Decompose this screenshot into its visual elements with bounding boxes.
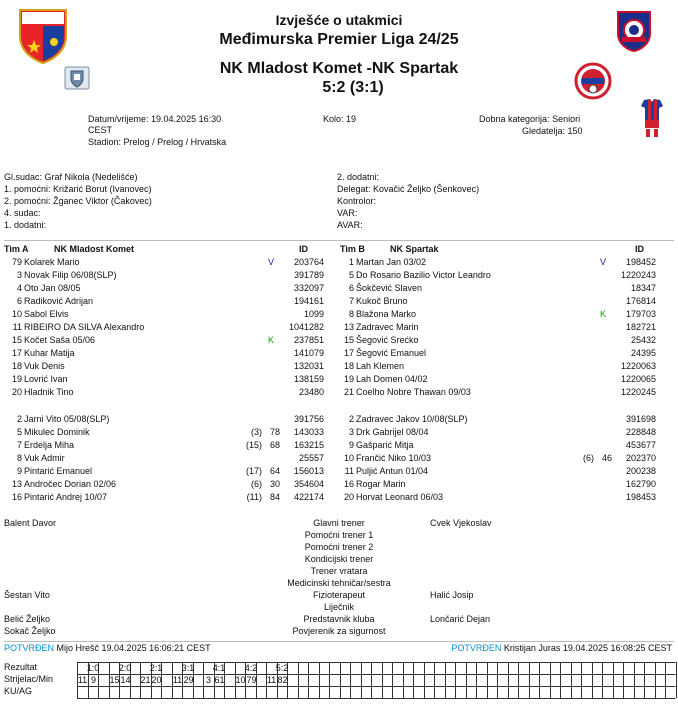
scorer-minute: 20	[151, 675, 162, 685]
player-id: 179703	[625, 309, 656, 319]
player-name: RIBEIRO DA SILVA Alexandro	[24, 322, 145, 332]
player-number: 79	[11, 257, 22, 267]
official-entry: Kontrolor:	[337, 196, 377, 206]
scorer-minute: 14	[120, 675, 131, 685]
player-id: 1220245	[620, 387, 656, 397]
staff-team-b: Cvek Vjekoslav	[430, 518, 492, 528]
player-number: 2	[16, 414, 22, 424]
player-number: 19	[343, 374, 354, 384]
player-number: 18	[343, 361, 354, 371]
confirmation-right: POTVRĐEN Kristijan Juras 19.04.2025 16:08:25 CEST	[451, 643, 672, 653]
player-id: 162790	[625, 479, 656, 489]
player-number: 6	[16, 296, 22, 306]
official-entry: Gl.sudac: Graf Nikola (Nedelišće)	[4, 172, 138, 182]
player-name: Erdelja Miha	[24, 440, 75, 450]
player-name: Mikulec Dominik	[24, 427, 90, 437]
player-name: Zadravec Marin	[356, 322, 419, 332]
player-row	[4, 386, 334, 399]
result-cell: 4:2	[244, 663, 258, 673]
scorer-minute: 82	[277, 675, 288, 685]
player-name: Puljić Antun 01/04	[356, 466, 429, 476]
scorer-number: 11	[266, 675, 277, 685]
match-title: NK Mladost Komet -NK Spartak	[219, 60, 459, 77]
player-name: Blažona Marko	[356, 309, 417, 319]
scorer-minute: 61	[214, 675, 225, 685]
player-name: Šokčević Slaven	[356, 283, 423, 293]
sub-replaced-number: (6)	[583, 453, 594, 463]
player-id: 25432	[630, 335, 656, 345]
player-number: 21	[343, 387, 354, 397]
result-cell: 2:0	[118, 663, 132, 673]
player-name: Do Rosario Bazilio Victor Leandro	[356, 270, 491, 280]
sub-minute: 46	[601, 453, 612, 463]
player-number: 10	[11, 309, 22, 319]
player-number: 16	[343, 479, 354, 489]
sub-minute: 64	[269, 466, 280, 476]
player-name: Lah Klemen	[356, 361, 405, 371]
player-number: 9	[348, 440, 354, 450]
player-id: 25557	[298, 453, 324, 463]
player-row	[336, 282, 666, 295]
player-name: Pintarić Emanuel	[24, 466, 93, 476]
player-id: 194161	[293, 296, 324, 306]
sub-minute: 84	[269, 492, 280, 502]
player-id: 182721	[625, 322, 656, 332]
player-row	[4, 334, 334, 347]
player-number: 11	[12, 322, 22, 332]
confirmation-left: POTVRĐEN Mijo Hrešč 19.04.2025 16:06:21 CEST	[4, 643, 211, 653]
sub-row	[336, 413, 666, 426]
player-id: 1041282	[288, 322, 324, 332]
kit-icon	[640, 98, 664, 138]
player-name: Coelho Nobre Thawan 09/03	[356, 387, 471, 397]
player-number: 13	[343, 322, 354, 332]
player-id: 132031	[293, 361, 324, 371]
result-cell: 5:2	[275, 663, 289, 673]
player-number: 3	[16, 270, 22, 280]
official-entry: 4. sudac:	[4, 208, 41, 218]
player-row	[4, 373, 334, 386]
player-id: 176814	[625, 296, 656, 306]
player-name: Horvat Leonard 06/03	[356, 492, 444, 502]
sub-row	[4, 452, 334, 465]
player-number: 19	[11, 374, 22, 384]
report-title: Izvješće o utakmici	[275, 12, 403, 28]
player-id: 391698	[625, 414, 656, 424]
player-row	[4, 321, 334, 334]
player-row	[336, 269, 666, 282]
sub-row	[4, 465, 334, 478]
sub-row	[4, 439, 334, 452]
staff-team-a: Sokač Željko	[4, 626, 56, 636]
staff-role: Kondicijski trener	[304, 554, 374, 564]
player-id: 391756	[293, 414, 324, 424]
player-id: 198453	[625, 492, 656, 502]
team-a-name: NK Mladost Komet	[54, 244, 135, 254]
player-number: 17	[11, 348, 22, 358]
player-name: Radiković Adrijan	[24, 296, 94, 306]
player-number: 9	[16, 466, 22, 476]
divider	[4, 641, 674, 642]
sub-row	[4, 426, 334, 439]
player-row	[336, 308, 666, 321]
divider	[4, 240, 674, 241]
player-name: Hladnik Tino	[24, 387, 74, 397]
official-entry: 2. pomoćni: Žganec Viktor (Čakovec)	[4, 196, 152, 206]
sub-row	[4, 491, 334, 504]
player-number: 5	[16, 427, 22, 437]
scorer-number: 10	[235, 675, 246, 685]
league-title: Međimurska Premier Liga 24/25	[219, 31, 459, 48]
result-row-label: Rezultat	[4, 662, 38, 672]
player-id: 1220243	[620, 270, 656, 280]
scorer-number: 11	[172, 675, 183, 685]
player-number: 6	[348, 283, 354, 293]
staff-team-b: Lončarić Dejan	[430, 614, 491, 624]
goalkeeper-flag: V	[268, 257, 275, 267]
player-name: Kukoč Bruno	[356, 296, 408, 306]
player-name: Sabol Elvis	[24, 309, 69, 319]
player-id: 422174	[293, 492, 324, 502]
result-cell: 3:1	[181, 663, 195, 673]
scorer-minute: 9	[90, 675, 96, 685]
player-row	[336, 360, 666, 373]
staff-role: Trener vratara	[310, 566, 368, 576]
team-b-id-header: ID	[635, 244, 644, 254]
player-id: 332097	[293, 283, 324, 293]
ku-ag-row-label: KU/AG	[4, 686, 33, 696]
scorer-row-label: Strijelac/Min	[4, 674, 54, 684]
sub-row	[336, 491, 666, 504]
team-b-name: NK Spartak	[390, 244, 439, 254]
staff-role: Liječnik	[323, 602, 354, 612]
scorer-number: 11	[77, 675, 88, 685]
player-id: 141079	[293, 348, 324, 358]
player-number: 18	[11, 361, 22, 371]
sub-replaced-number: (15)	[245, 440, 262, 450]
player-name: Kolarek Mario	[24, 257, 80, 267]
scorer-number: 21	[140, 675, 151, 685]
player-id: 203764	[293, 257, 324, 267]
result-cell: 1:0	[86, 663, 100, 673]
sub-minute: 78	[269, 427, 280, 437]
player-row	[336, 347, 666, 360]
player-id: 23480	[298, 387, 324, 397]
stadium: Stadion: Prelog / Prelog / Hrvatska	[88, 137, 227, 147]
player-name: Gašparić Mitja	[356, 440, 414, 450]
scorer-number: 3	[205, 675, 211, 685]
player-name: Vuk Admir	[24, 453, 65, 463]
staff-role: Povjerenik za sigurnost	[292, 626, 386, 636]
player-number: 8	[348, 309, 354, 319]
player-name: Jarni Vito 05/08(SLP)	[24, 414, 110, 424]
timezone: CEST	[88, 125, 113, 135]
player-name: Šegović Emanuel	[356, 348, 427, 358]
player-number: 16	[11, 492, 22, 502]
team-b-label: Tim B	[340, 244, 365, 254]
player-name: Oto Jan 08/05	[24, 283, 81, 293]
result-cell: 2:1	[149, 663, 163, 673]
official-entry: 1. pomoćni: Križarić Borut (Ivanovec)	[4, 184, 152, 194]
sub-row	[336, 478, 666, 491]
team-a-id-header: ID	[299, 244, 308, 254]
player-number: 7	[16, 440, 22, 450]
player-row	[4, 347, 334, 360]
player-id: 228848	[625, 427, 656, 437]
player-row	[4, 295, 334, 308]
staff-team-b: Halić Josip	[430, 590, 474, 600]
player-id: 143033	[293, 427, 324, 437]
scorer-number: 15	[109, 675, 120, 685]
round: Kolo: 19	[323, 114, 357, 124]
staff-role: Fizioterapeut	[312, 590, 366, 600]
player-id: 1220065	[620, 374, 656, 384]
player-number: 15	[343, 335, 354, 345]
final-score: 5:2 (3:1)	[322, 79, 384, 96]
staff-team-a: Balent Davor	[4, 518, 57, 528]
player-id: 202370	[625, 453, 656, 463]
player-number: 13	[11, 479, 22, 489]
sub-minute: 68	[269, 440, 280, 450]
spectators: Gledatelja: 150	[522, 126, 583, 136]
player-number: 2	[348, 414, 354, 424]
player-id: 198452	[625, 257, 656, 267]
player-id: 453677	[625, 440, 656, 450]
official-entry: 2. dodatni:	[337, 172, 380, 182]
sub-minute: 30	[269, 479, 280, 489]
staff-role: Glavni trener	[313, 518, 365, 528]
scorer-minute: 79	[246, 675, 257, 685]
sub-replaced-number: (6)	[251, 479, 262, 489]
sub-row	[336, 465, 666, 478]
sub-row	[336, 426, 666, 439]
staff-team-a: Belić Željko	[4, 614, 51, 624]
player-number: 8	[16, 453, 22, 463]
player-name: Frančić Niko 10/03	[356, 453, 432, 463]
player-number: 5	[348, 270, 354, 280]
player-id: 156013	[293, 466, 324, 476]
sub-row	[336, 439, 666, 452]
datetime: Datum/vrijeme: 19.04.2025 16:30	[88, 114, 222, 124]
player-name: Zadravec Jakov 10/08(SLP)	[356, 414, 468, 424]
player-row	[336, 321, 666, 334]
sub-row	[4, 413, 334, 426]
staff-role: Medicinski tehničar/sestra	[287, 578, 391, 588]
player-id: 237851	[293, 335, 324, 345]
player-row	[336, 256, 666, 269]
staff-role: Pomoćni trener 1	[304, 530, 374, 540]
official-entry: VAR:	[337, 208, 358, 218]
player-id: 1220063	[620, 361, 656, 371]
player-name: Martan Jan 03/02	[356, 257, 427, 267]
sub-row	[336, 452, 666, 465]
player-name: Kuhar Matija	[24, 348, 75, 358]
player-name: Kočet Saša 05/06	[24, 335, 96, 345]
team-a-label: Tim A	[4, 244, 29, 254]
official-entry: 1. dodatni:	[4, 220, 47, 230]
player-number: 4	[16, 283, 22, 293]
sub-replaced-number: (11)	[246, 492, 262, 502]
staff-team-a: Šestan Vito	[4, 590, 50, 600]
player-number: 20	[11, 387, 22, 397]
player-id: 18347	[630, 283, 656, 293]
player-name: Pintarić Andrej 10/07	[24, 492, 108, 502]
player-id: 354604	[293, 479, 324, 489]
player-row	[4, 360, 334, 373]
age-category: Dobna kategorija: Seniori	[479, 114, 581, 124]
player-number: 10	[343, 453, 354, 463]
player-name: Novak Filip 06/08(SLP)	[24, 270, 117, 280]
player-row	[4, 282, 334, 295]
player-id: 1099	[303, 309, 324, 319]
player-name: Rogar Marin	[356, 479, 406, 489]
official-entry: Delegat: Kovačić Željko (Šenkovec)	[337, 184, 480, 194]
player-id: 24395	[630, 348, 656, 358]
player-name: Lah Domen 04/02	[356, 374, 428, 384]
player-number: 1	[348, 257, 354, 267]
player-id: 391789	[293, 270, 324, 280]
player-number: 7	[348, 296, 354, 306]
staff-role: Pomoćni trener 2	[304, 542, 374, 552]
player-row	[336, 386, 666, 399]
player-name: Lovrić Ivan	[24, 374, 68, 384]
captain-flag: K	[268, 335, 275, 345]
player-name: Šegović Srećko	[356, 335, 419, 345]
player-id: 200238	[625, 466, 656, 476]
player-row	[4, 256, 334, 269]
player-number: 11	[344, 466, 354, 476]
player-number: 15	[11, 335, 22, 345]
player-id: 163215	[293, 440, 324, 450]
official-entry: AVAR:	[337, 220, 363, 230]
player-number: 3	[348, 427, 354, 437]
staff-role: Predstavnik kluba	[303, 614, 375, 624]
player-row	[336, 295, 666, 308]
player-name: Andročec Dorian 02/06	[24, 479, 117, 489]
player-name: Drk Gabrijel 08/04	[356, 427, 429, 437]
player-row	[336, 373, 666, 386]
player-row	[4, 308, 334, 321]
scorer-minute: 29	[183, 675, 194, 685]
player-number: 17	[343, 348, 354, 358]
player-name: Vuk Denis	[24, 361, 65, 371]
captain-flag: K	[600, 309, 607, 319]
player-number: 20	[343, 492, 354, 502]
result-cell: 4:1	[212, 663, 226, 673]
sub-replaced-number: (3)	[251, 427, 262, 437]
sub-replaced-number: (17)	[245, 466, 262, 476]
player-row	[336, 334, 666, 347]
goalkeeper-flag: V	[600, 257, 607, 267]
player-row	[4, 269, 334, 282]
player-id: 138159	[293, 374, 324, 384]
sub-row	[4, 478, 334, 491]
